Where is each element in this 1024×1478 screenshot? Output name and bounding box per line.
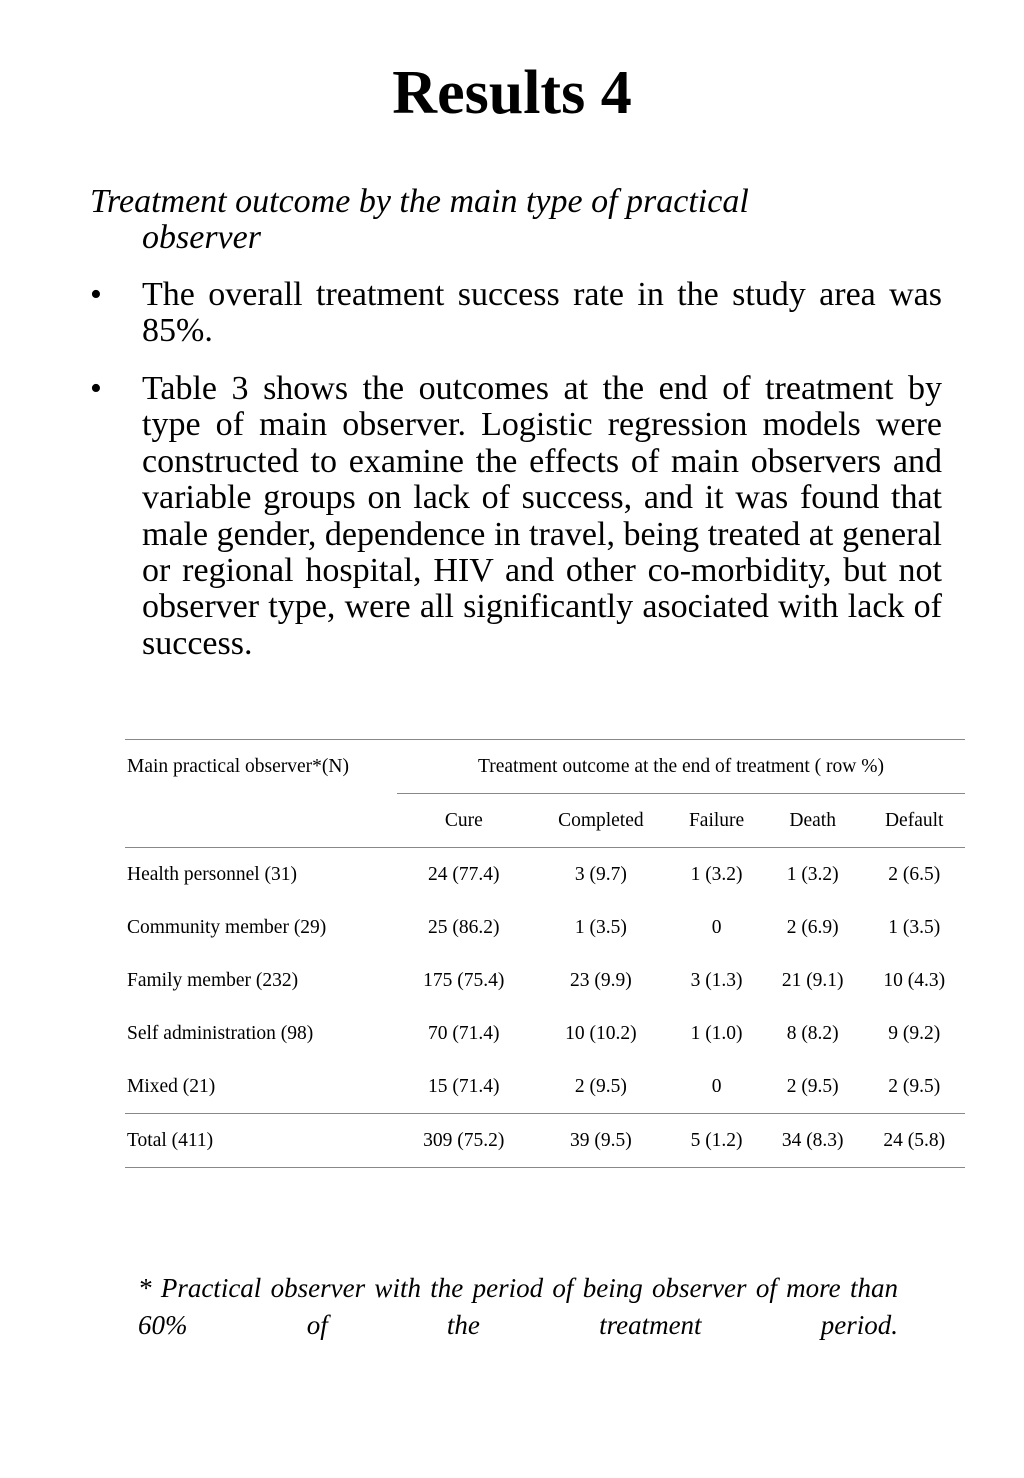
table-cell: 10 (4.3) [883,969,946,991]
table-cell: 10 (10.2) [565,1022,637,1044]
row-header: Main practical observer*(N) [125,740,397,794]
table-cell: 309 (75.2) [397,1114,531,1168]
column-header: Failure [671,794,762,848]
bullet-text: Table 3 shows the outcomes at the end of treatment by type of main observer. Logistic regression models were constructed to examine the effects of main observers and variable groups on lack of success, and it was found that male gender, dependence in travel, being treated at general or regional hospital, HIV and other co-morbidity, but not observer type, were all significantly asociated with lack of success. [142,370,942,662]
table-footnote: * Practical observer with the period of being observer of more than 60% of the treatment period. [138,1273,898,1340]
row-label: Total (411) [125,1114,397,1168]
table-cell: 25 (86.2) [428,916,500,938]
table-cell: 24 (5.8) [863,1114,965,1168]
table-cell: 1 (3.5) [574,916,627,938]
table-cell: 15 (71.4) [428,1075,500,1097]
table-cell: 175 (75.4) [423,969,505,991]
table-cell: 3 (1.3) [690,969,743,991]
treatment-outcome-table [125,739,965,1168]
table-cell: 0 [711,916,722,938]
table-cell: 2 (6.5) [888,863,941,885]
column-header: Completed [531,794,672,848]
table-cell: 0 [711,1075,722,1097]
table-row [125,901,965,954]
subtitle-line-1: Treatment outcome by the main type of practical [90,183,749,220]
table-row [125,848,965,902]
row-label: Health personnel (31) [127,863,298,885]
table-cell: 34 (8.3) [762,1114,863,1168]
table-header-row [125,740,965,794]
row-label: Self administration (98) [127,1022,314,1044]
row-label: Mixed (21) [127,1075,216,1097]
table-cell: 2 (9.5) [574,1075,627,1097]
column-header-row [125,794,965,848]
table-row [125,1060,965,1114]
table-cell: 3 (9.7) [574,863,627,885]
table-cell: 8 (8.2) [786,1022,839,1044]
bullet-item-table-summary [90,371,942,662]
section-subtitle [90,184,942,256]
group-header: Treatment outcome at the end of treatment ( row %) [397,740,965,794]
bullet-icon: • [90,276,102,313]
row-label: Community member (29) [127,916,327,938]
table-cell: 23 (9.9) [569,969,632,991]
column-header: Default [863,794,965,848]
bullet-icon: • [90,370,102,407]
table-cell: 1 (3.2) [690,863,743,885]
subtitle-line-2: observer [142,219,261,256]
column-header: Death [762,794,863,848]
bullet-item-success-rate [90,277,942,350]
bullet-text: The overall treatment success rate in the study area was 85%. [142,276,942,350]
table-cell: 2 (6.9) [786,916,839,938]
table-total-row [125,1114,965,1168]
table-cell: 70 (71.4) [428,1022,500,1044]
table-cell: 2 (9.5) [786,1075,839,1097]
table-cell: 1 (3.5) [888,916,941,938]
table-cell: 1 (1.0) [690,1022,743,1044]
table-row [125,954,965,1007]
slide-title: Results 4 [392,59,632,127]
table-cell: 21 (9.1) [781,969,844,991]
table-cell: 24 (77.4) [428,863,500,885]
table-cell: 1 (3.2) [786,863,839,885]
row-label: Family member (232) [127,969,299,991]
table-cell: 39 (9.5) [531,1114,672,1168]
table-cell: 5 (1.2) [671,1114,762,1168]
table-row [125,1007,965,1060]
column-header: Cure [397,794,531,848]
table-cell: 2 (9.5) [888,1075,941,1097]
table-cell: 9 (9.2) [888,1022,941,1044]
